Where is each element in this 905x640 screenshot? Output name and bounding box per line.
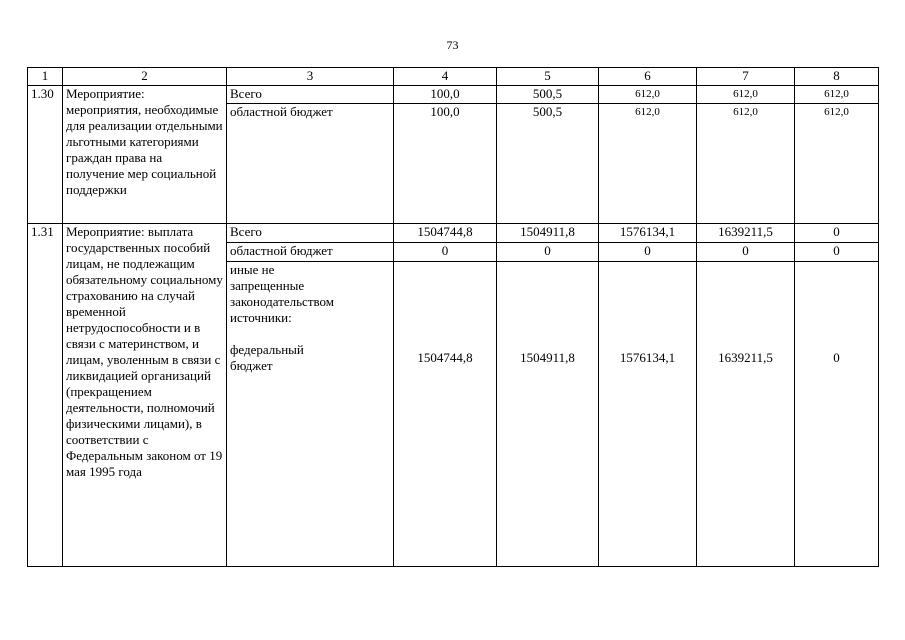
header-row: [28, 68, 879, 86]
value-cell: 500,5: [497, 104, 599, 224]
value-cell: [795, 262, 879, 567]
table-row: [28, 86, 879, 104]
source-label: областной бюджет: [227, 104, 394, 224]
value-cell: 1504911,8: [497, 224, 599, 243]
source-label-line: [230, 326, 390, 342]
header-cell: 2: [63, 68, 227, 86]
value-cell: 1504744,8: [394, 224, 497, 243]
value-cell: [497, 262, 599, 567]
budget-table: [27, 67, 879, 567]
value-text: 1504744,8: [417, 350, 473, 365]
measure-description: Мероприятие: мероприятия, необходимые для реализации отдельными льготными категориями граждан права на получение мер социальной поддержки: [63, 86, 227, 224]
value-cell: 0: [795, 243, 879, 262]
row-number: 1.30: [28, 86, 63, 224]
value-cell: 612,0: [795, 104, 879, 224]
value-cell: 1639211,5: [697, 224, 795, 243]
source-label-line: запрещенные: [230, 278, 305, 293]
value-cell: 500,5: [497, 86, 599, 104]
header-cell: 1: [28, 68, 63, 86]
page-number: 73: [446, 38, 459, 52]
source-label-line: федеральный: [230, 342, 304, 357]
header-cell: 8: [795, 68, 879, 86]
header-cell: 4: [394, 68, 497, 86]
row-number: 1.31: [28, 224, 63, 567]
source-label: Всего: [227, 224, 394, 243]
value-cell: 0: [394, 243, 497, 262]
header-cell: 6: [599, 68, 697, 86]
source-label-line: иные не: [230, 262, 275, 277]
measure-description: Мероприятие: выплата государственных пособий лицам, не подлежащим обязательному социальному страхованию на случай временной нетрудоспособности и в связи с материнством, и лицам, уволенным в связи с ликвидацией организаций (прекращением деятельности, полномочий физическими лицами), в соответствии с Федеральным законом от 19 мая 1995 года: [63, 224, 227, 567]
value-cell: 0: [599, 243, 697, 262]
value-text: 0: [833, 350, 840, 365]
source-label: областной бюджет: [227, 243, 394, 262]
value-cell: 612,0: [795, 86, 879, 104]
value-cell: [697, 262, 795, 567]
value-cell: [599, 262, 697, 567]
value-text: 1504911,8: [520, 350, 575, 365]
value-cell: 612,0: [697, 86, 795, 104]
value-cell: 0: [795, 224, 879, 243]
source-label-line: законодательством: [230, 294, 335, 309]
value-text: 1576134,1: [619, 350, 676, 365]
value-cell: 612,0: [599, 104, 697, 224]
value-cell: 0: [497, 243, 599, 262]
value-cell: 0: [697, 243, 795, 262]
value-cell: 612,0: [599, 86, 697, 104]
header-cell: 7: [697, 68, 795, 86]
value-cell: [394, 262, 497, 567]
source-label: [227, 262, 394, 567]
value-text: 1639211,5: [718, 350, 773, 365]
header-cell: 3: [227, 68, 394, 86]
source-label: Всего: [227, 86, 394, 104]
value-cell: 100,0: [394, 86, 497, 104]
source-label-line: источники:: [230, 310, 292, 325]
value-cell: 100,0: [394, 104, 497, 224]
header-cell: 5: [497, 68, 599, 86]
source-label-line: бюджет: [230, 358, 273, 373]
value-cell: 1576134,1: [599, 224, 697, 243]
value-cell: 612,0: [697, 104, 795, 224]
table-row: [28, 224, 879, 243]
